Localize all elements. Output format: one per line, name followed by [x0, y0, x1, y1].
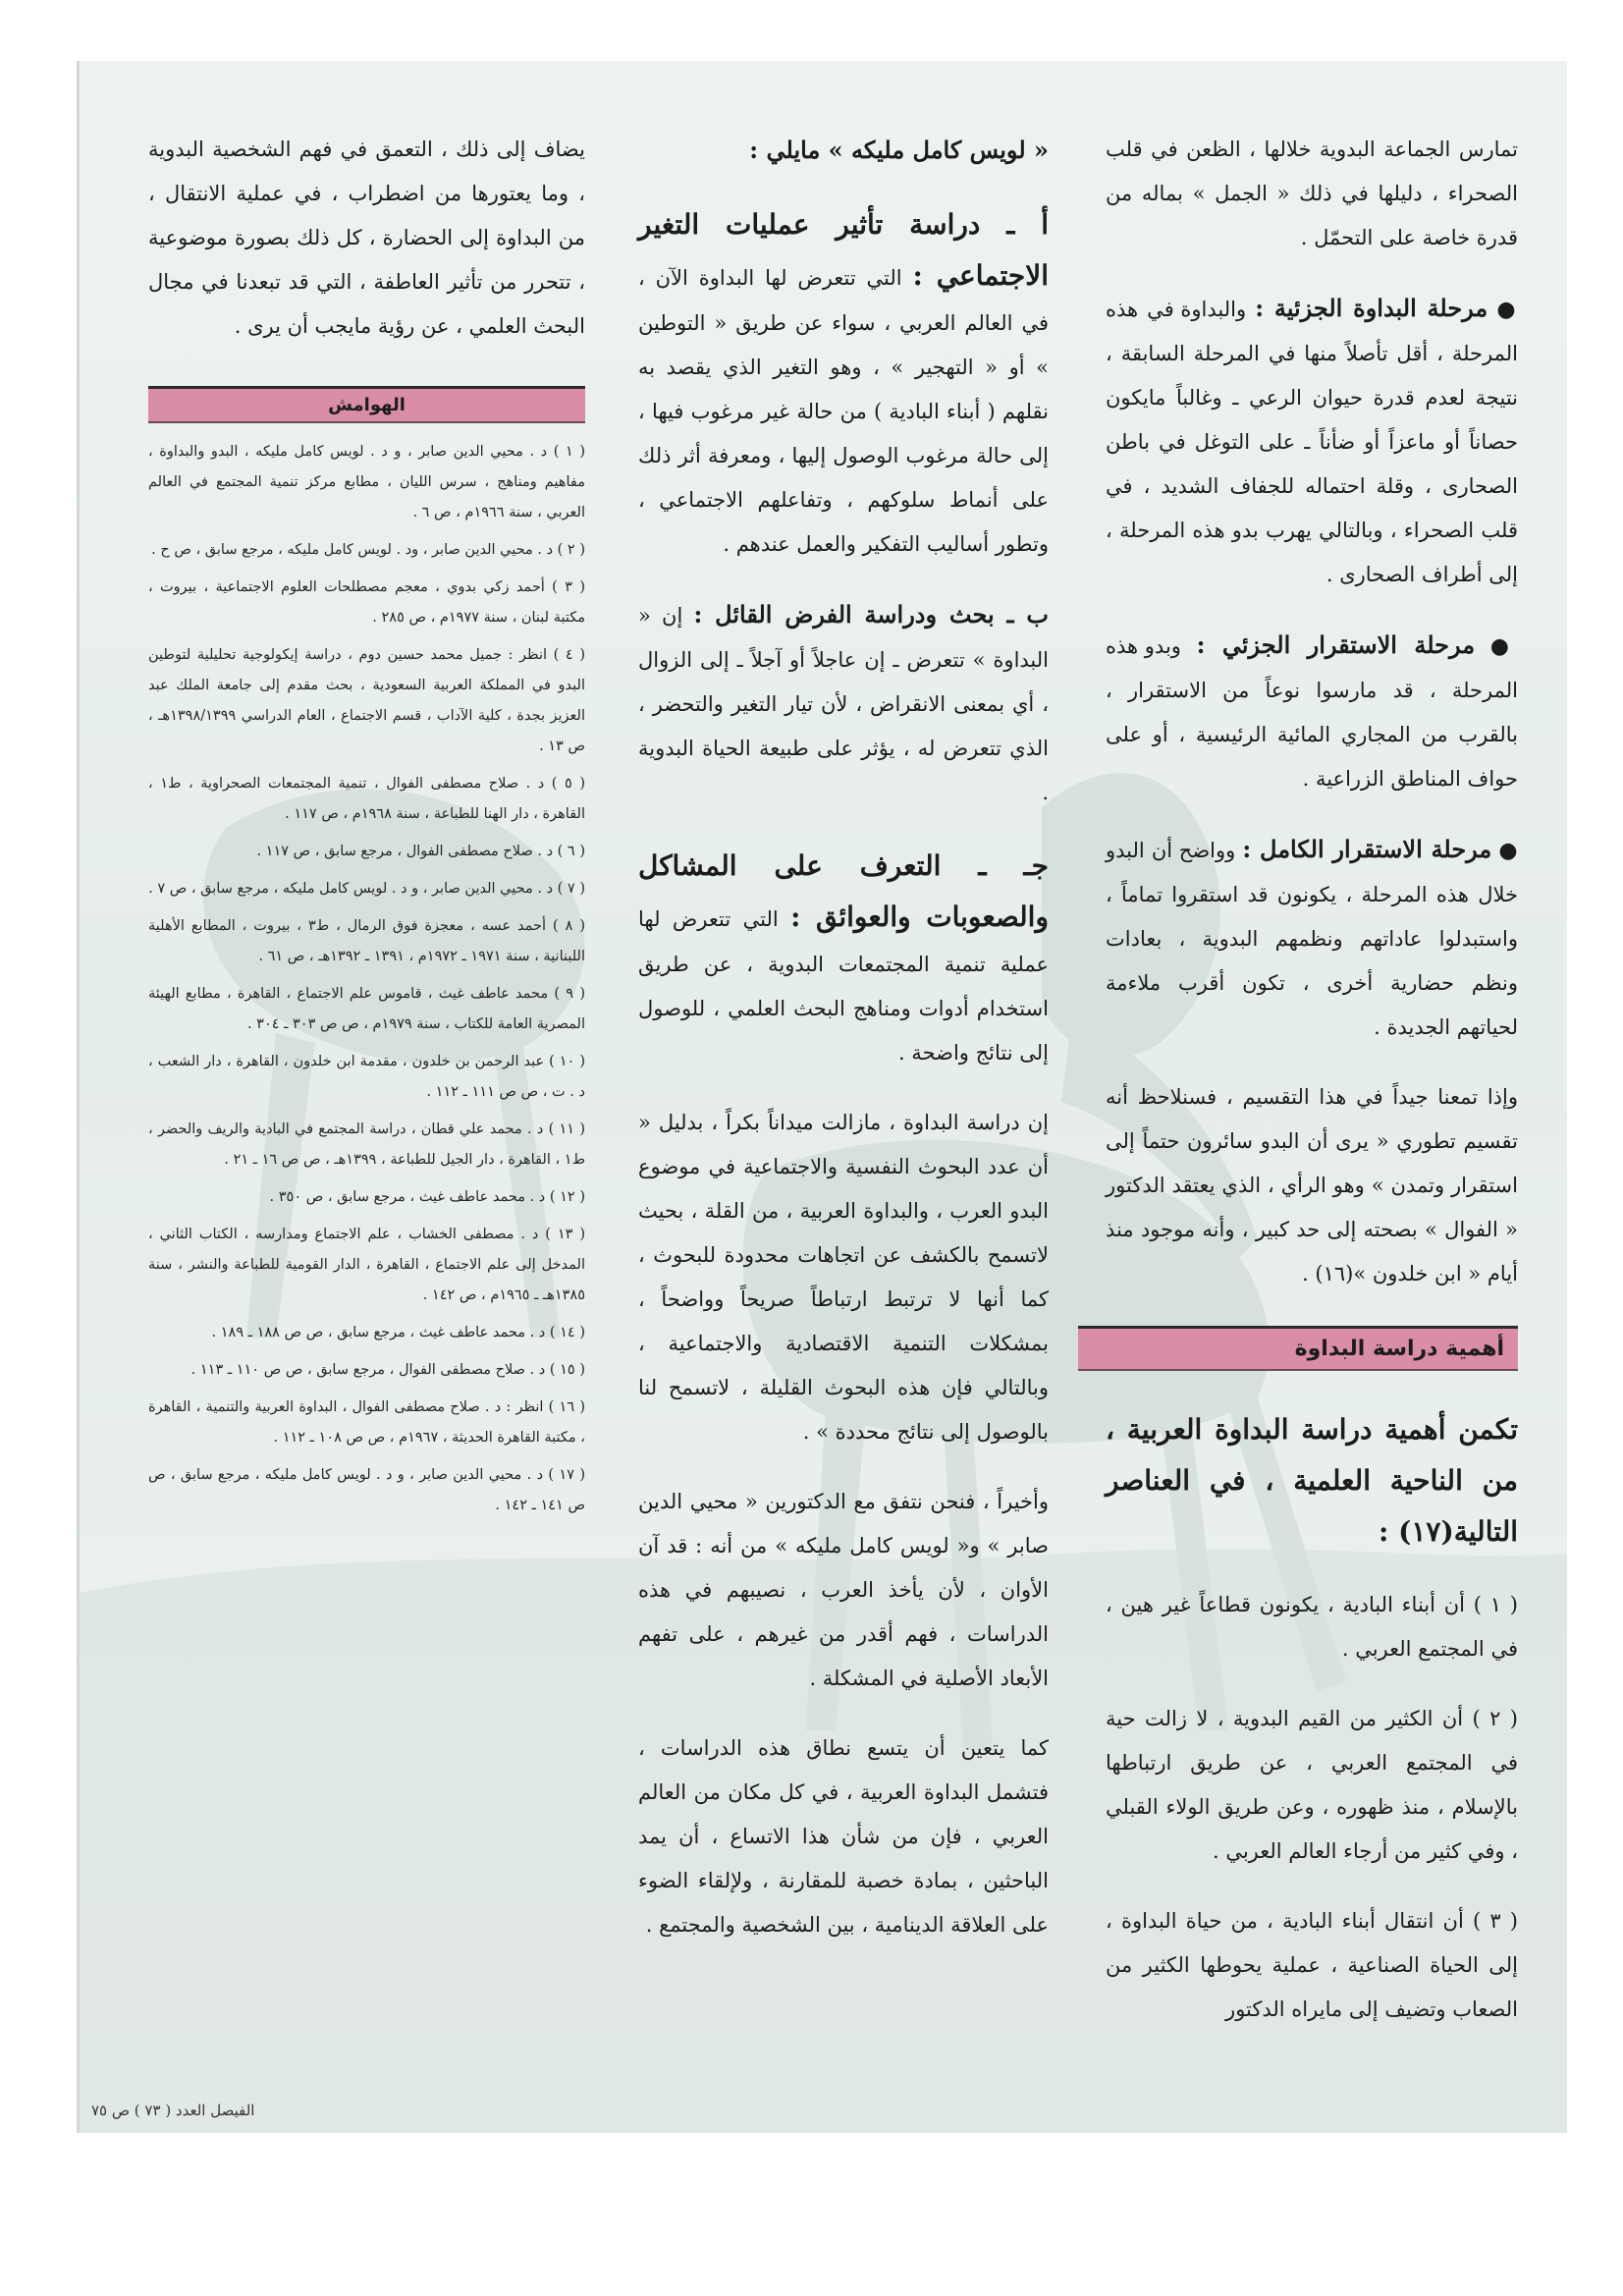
column-left	[148, 128, 585, 1528]
col1-final-paragraph: وإذا تمعنا جيداً في هذا التقسيم ، فسنلاحظ أنه تقسيم تطوري « يرى أن البدو سائرون حتماً إلى استقرار وتمدن » وهو الرأي ، الذي يعتقد الدكتور « الفوال » بصحته إلى حد كبير ، وأنه موجود منذ أيام « ابن خلدون »(١٦) .	[1106, 1085, 1518, 1285]
stage-partial-bedouin	[1106, 286, 1518, 597]
point-text: التي تتعرض لها البداوة الآن ، في العالم العربي ، سواء عن طريق « التوطين » أو « التهجير » ، وهو التغير الذي يقصد به نقلهم ( أبناء البادية ) من حالة غير مرغوب فيها ، إلى حالة مرغوب الوصول إليها ، ومعرفة أثر ذلك على أنماط سلوكهم ، وتفاعلهم الاجتماعي ، وتطور أساليب التفكير والعمل عندهم .	[638, 266, 1049, 556]
footnote: ( ٥ ) د . صلاح مصطفى الفوال ، تنمية المجتمعات الصحراوية ، ط١ ، القاهرة ، دار الهنا للطباعة ، سنة ١٩٦٨م ، ص ١١٧ .	[148, 776, 585, 822]
stage-title: مرحلة البداوة الجزئية :	[1255, 294, 1488, 322]
stage-full-settlement	[1106, 827, 1518, 1050]
point-b	[638, 592, 1049, 815]
footnote: ( ١٥ ) د . صلاح مصطفى الفوال ، مرجع سابق ، ص ص ١١٠ ـ ١١٣ .	[190, 1362, 585, 1378]
footnote: ( ٢ ) د . محيي الدين صابر ، ود . لويس كامل مليكه ، مرجع سابق ، ص ح .	[151, 542, 585, 558]
point-title: ب ـ بحث ودراسة الفرض القائل :	[693, 600, 1049, 629]
footnote: ( ١١ ) د . محمد علي قطان ، دراسة المجتمع في البادية والريف والحضر ، ط١ ، القاهرة ، دار الجيل للطباعة ، ١٣٩٩هـ ، ص ص ١٦ ـ ٢١ .	[148, 1121, 585, 1168]
stage-title: مرحلة الاستقرار الكامل :	[1242, 835, 1492, 863]
list-item: ( ١ ) أن أبناء البادية ، يكونون قطاعاً غير هين ، في المجتمع العربي .	[1106, 1593, 1518, 1661]
column-middle	[638, 128, 1049, 1973]
list-item: ( ٣ ) أن انتقال أبناء البادية ، من حياة البداوة ، إلى الحياة الصناعية ، عملية يحوطها الكثير من الصعاب وتضيف إلى مايراه الدكتور	[1106, 1909, 1518, 2021]
footnote: ( ٤ ) انظر : جميل محمد حسين دوم ، دراسة إيكولوجية تحليلية لتوطين البدو في المملكة العربية السعودية ، بحث مقدم إلى جامعة الملك عبد العزيز بجدة ، كلية الآداب ، قسم الاجتماع ، العام الدراسي ١٣٩٨/١٣٩٩هـ ، ص ١٣ .	[148, 647, 585, 754]
footnote: ( ١٦ ) انظر : د . صلاح مصطفى الفوال ، البداوة العربية والتنمية ، القاهرة ، مكتبة القاهرة الحديثة ، ١٩٦٧م ، ص ص ١٠٨ ـ ١١٢ .	[148, 1399, 585, 1446]
list-item: ( ٢ ) أن الكثير من القيم البدوية ، لا زالت حية في المجتمع العربي ، عن طريق ارتباطها بالإسلام ، منذ ظهوره ، وعن طريق الولاء القبلي ، وفي كثير من أرجاء العالم العربي .	[1106, 1707, 1518, 1863]
footnotes-heading: الهوامش	[148, 386, 585, 423]
footnote: ( ٩ ) محمد عاطف غيث ، قاموس علم الاجتماع ، القاهرة ، مطابع الهيئة المصرية العامة للكتاب ، سنة ١٩٧٩م ، ص ص ٣٠٣ ـ ٣٠٤ .	[148, 986, 585, 1032]
point-title: جـ ـ التعرف على المشاكل والصعوبات والعوائق :	[638, 849, 1049, 933]
footnote: ( ٨ ) أحمد عسه ، معجزة فوق الرمال ، ط٣ ، بيروت ، المطابع الأهلية اللبنانية ، سنة ١٩٧١ ـ ١٩٧٢م ، ١٣٩١ ـ ١٣٩٢هـ ، ص ٦١ .	[148, 918, 585, 964]
footnote: ( ١ ) د . محيي الدين صابر ، و د . لويس كامل مليكه ، البدو والبداوة ، مفاهيم ومناهج ، سرس الليان ، مطابع مركز تنمية المجتمع في العالم العربي ، سنة ١٩٦٦م ، ص ٦ .	[148, 444, 585, 520]
footnote: ( ١٠ ) عبد الرحمن بن خلدون ، مقدمة ابن خلدون ، القاهرة ، دار الشعب ، د . ت ، ص ص ١١١ ـ ١١٢ .	[148, 1054, 585, 1100]
magazine-page	[77, 61, 1567, 2133]
col2-intro	[638, 128, 1049, 174]
page-footer: الفيصل العدد ( ٧٣ ) ص ٧٥	[91, 2102, 255, 2119]
stage-partial-settlement	[1106, 623, 1518, 801]
section-lead: تكمن أهمية دراسة البداوة العربية ، من الناحية العلمية ، في العناصر التالية(١٧) :	[1106, 1413, 1518, 1548]
footnote: ( ٦ ) د . صلاح مصطفى الفوال ، مرجع سابق ، ص ١١٧ .	[256, 844, 585, 859]
point-text: إن « البداوة » تتعرض ـ إن عاجلاً أو آجلاً ـ إلى الزوال ، أي بمعنى الانقراض ، لأن تيار التغير والتحضر ، الذي تتعرض له ، يؤثر على طبيعة الحياة البدوية .	[638, 604, 1049, 804]
bullet-icon: ●	[1498, 839, 1518, 863]
stage-text: والبداوة في هذه المرحلة ، أقل تأصلاً منها في المرحلة السابقة ، نتيجة لعدم قدرة حيوان الرعي ـ وغالباً مايكون حصاناً أو ماعزاً أو ضأناً ـ على التوغل في باطن الصحارى ، وقلة احتماله للجفاف الشديد ، في قلب الصحراء ، وبالتالي يهرب بدو هذه المرحلة ، إلى أطراف الصحارى .	[1106, 298, 1518, 586]
bullet-icon: ●	[1489, 634, 1518, 659]
point-a	[638, 199, 1049, 567]
col2-paragraph: إن دراسة البداوة ، مازالت ميداناً بكراً ، بدليل « أن عدد البحوث النفسية والاجتماعية في موضوع البدو العرب ، والبداوة العربية ، من القلة ، بحيث لاتسمح بالكشف عن اتجاهات محدودة للبحوث ، كما أنها لا ترتبط ارتباطاً صريحاً وواضحاً ، بمشكلات التنمية الاقتصادية والاجتماعية ، وبالتالي فإن هذه البحوث القليلة ، لاتسمح لنا بالوصول إلى نتائج محددة » .	[638, 1111, 1049, 1444]
stage-text: وبدو هذه المرحلة ، قد مارسوا نوعاً من الاستقرار ، بالقرب من المجاري المائية الرئيسية ، أو على حواف المناطق الزراعية .	[1106, 634, 1518, 791]
bullet-icon: ●	[1496, 298, 1518, 322]
footnote: ( ١٤ ) د . محمد عاطف غيث ، مرجع سابق ، ص ص ١٨٨ ـ ١٨٩ .	[211, 1325, 585, 1340]
stage-title: مرحلة الاستقرار الجزئي :	[1196, 630, 1476, 659]
point-title: أ ـ دراسة تأثير عمليات التغير الاجتماعي :	[638, 208, 1049, 292]
footnotes-list	[148, 437, 585, 1521]
column-right	[1106, 128, 1518, 2057]
col1-intro: تمارس الجماعة البدوية خلالها ، الظعن في قلب الصحراء ، دليلها في ذلك « الجمل » بماله من قدرة خاصة على التحمّل .	[1106, 137, 1518, 249]
col2-intro-text: « لويس كامل مليكه » مايلي :	[749, 136, 1049, 164]
footnote: ( ٧ ) د . محيي الدين صابر ، و د . لويس كامل مليكه ، مرجع سابق ، ص ٧ .	[148, 881, 585, 897]
col3-intro: يضاف إلى ذلك ، التعمق في فهم الشخصية البدوية ، وما يعتورها من اضطراب ، في عملية الانتقال ، من البداوة إلى الحضارة ، كل ذلك بصورة موضوعية ، تتحرر من تأثير العاطفة ، التي قد تبعدنا في مجال البحث العلمي ، عن رؤية مايجب أن يرى .	[148, 137, 585, 338]
stage-text: وواضح أن البدو خلال هذه المرحلة ، يكونون قد استقروا تماماً ، واستبدلوا عاداتهم ونظمهم البدوية ، بعادات ونظم حضارية أخرى ، تكون أقرب ملاءمة لحياتهم الجديدة .	[1106, 839, 1518, 1039]
footnote: ( ١٣ ) د . مصطفى الخشاب ، علم الاجتماع ومدارسه ، الكتاب الثاني ، المدخل إلى علم الاجتماع ، القاهرة ، الدار القومية للطباعة والنشر ، سنة ١٣٨٥هـ ـ ١٩٦٥م ، ص ١٤٢ .	[148, 1227, 585, 1303]
point-c	[638, 841, 1049, 1075]
section-heading: أهمية دراسة البداوة	[1078, 1326, 1518, 1371]
footnote: ( ١٧ ) د . محيي الدين صابر ، و د . لويس كامل مليكه ، مرجع سابق ، ص ص ١٤١ ـ ١٤٢ .	[148, 1467, 585, 1513]
point-text: التي تتعرض لها عملية تنمية المجتمعات البدوية ، عن طريق استخدام أدوات ومناهج البحث العلمي ، للوصول إلى نتائج واضحة .	[638, 907, 1049, 1065]
footnote: ( ١٢ ) د . محمد عاطف غيث ، مرجع سابق ، ص ٣٥٠ .	[269, 1189, 585, 1205]
col2-paragraph: كما يتعين أن يتسع نطاق هذه الدراسات ، فتشمل البداوة العربية ، في كل مكان من العالم العربي ، فإن من شأن هذا الاتساع ، أن يمد الباحثين ، بمادة خصبة للمقارنة ، ولإلقاء الضوء على العلاقة الدينامية ، بين الشخصية والمجتمع .	[638, 1736, 1049, 1937]
footnote: ( ٣ ) أحمد زكي بدوي ، معجم مصطلحات العلوم الاجتماعية ، بيروت ، مكتبة لبنان ، سنة ١٩٧٧م ، ص ٢٨٥ .	[148, 579, 585, 626]
col2-paragraph: وأخيراً ، فنحن نتفق مع الدكتورين « محيي الدين صابر » و« لويس كامل مليكه » من أنه : قد آن الأوان ، لأن يأخذ العرب ، نصيبهم في هذه الدراسات ، فهم أقدر من غيرهم ، على تفهم الأبعاد الأصلية في المشكلة .	[638, 1490, 1049, 1690]
